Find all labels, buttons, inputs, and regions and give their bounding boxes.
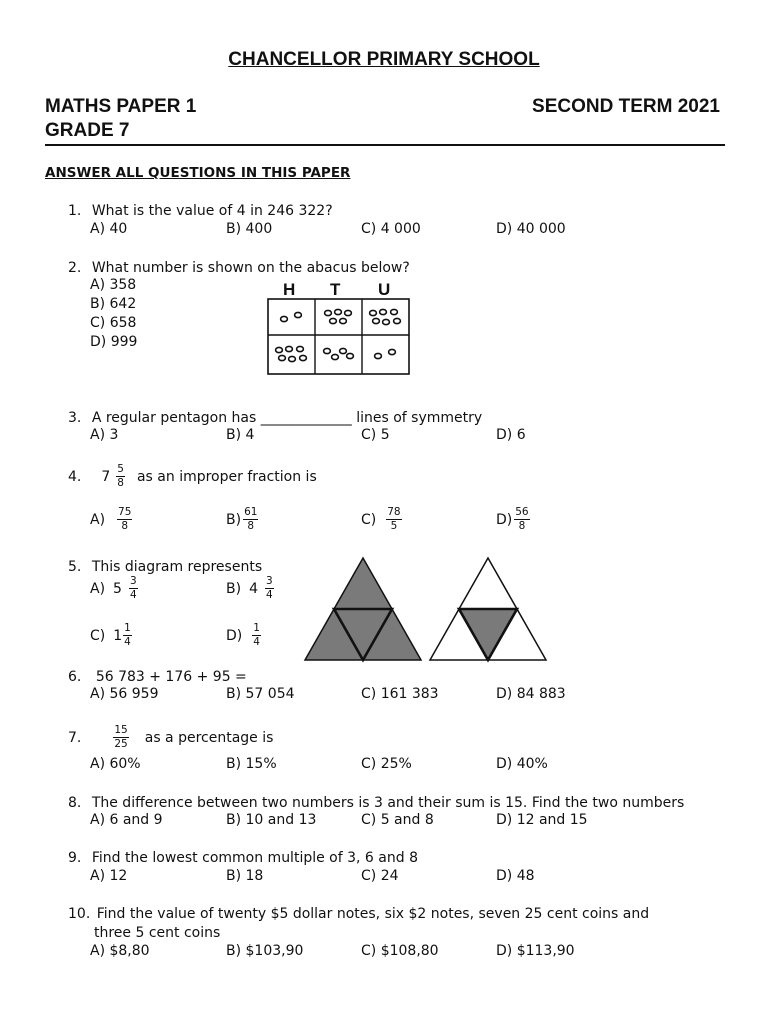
question-text: A regular pentagon has _____________ lines of symmetry	[91, 410, 483, 426]
question-text: as an improper fraction is	[136, 468, 317, 485]
triangle-figure-left	[305, 558, 421, 660]
paper-title: MATHS PAPER 1	[45, 96, 197, 117]
question-text: Find the value of twenty $5 dollar notes, six $2 notes, seven 25 cent coins and	[96, 906, 650, 922]
fraction	[243, 507, 258, 532]
option-d: D) 48	[496, 868, 535, 884]
instruction: ANSWER ALL QUESTIONS IN THIS PAPER	[45, 165, 351, 181]
option-label: A)	[90, 580, 106, 597]
option-a	[90, 507, 132, 532]
option-a: A) 12	[90, 868, 128, 884]
denominator: 8	[121, 520, 129, 532]
abacus-bead	[373, 318, 380, 323]
grade-title: GRADE 7	[45, 120, 130, 141]
option-d	[496, 507, 530, 532]
denominator: 5	[390, 520, 398, 532]
option-a: A) 3	[90, 427, 119, 443]
mixed-whole: 5	[113, 580, 122, 597]
abacus-bead	[340, 348, 347, 353]
option-c	[361, 507, 402, 532]
denominator: 4	[253, 636, 260, 648]
fraction	[514, 507, 529, 532]
option-c: C) 5 and 8	[361, 812, 434, 828]
numerator: 15	[114, 724, 128, 736]
abacus-bead	[276, 347, 283, 352]
question-9	[68, 849, 418, 867]
question-10	[68, 905, 649, 923]
question-text: What number is shown on the abacus below?	[91, 260, 410, 276]
option-label: A)	[90, 511, 106, 528]
numerator: 3	[266, 575, 273, 587]
question-number: 1.	[68, 203, 82, 219]
option-b: B) 642	[90, 296, 137, 312]
question-6	[68, 668, 247, 686]
numerator: 3	[129, 575, 137, 587]
denominator: 4	[129, 589, 137, 601]
abacus-bead	[300, 355, 307, 360]
option-c: C) $108,80	[361, 943, 439, 959]
numerator: 1	[253, 622, 260, 634]
question-text-continued: three 5 cent coins	[94, 925, 221, 941]
option-b	[226, 507, 258, 532]
question-3	[68, 409, 482, 427]
question-number: 7.	[68, 729, 82, 746]
question-number: 9.	[68, 850, 82, 866]
option-b: B) $103,90	[226, 943, 304, 959]
mixed-whole: 4	[249, 580, 258, 597]
option-c: C) 5	[361, 427, 390, 443]
option-a	[90, 576, 138, 601]
abacus-bead	[347, 353, 354, 358]
option-d: D) 84 883	[496, 686, 566, 702]
question-text: as a percentage is	[144, 729, 274, 746]
option-d: D) 40%	[496, 756, 548, 772]
question-number: 6.	[68, 669, 82, 685]
option-label: C)	[361, 511, 377, 528]
option-b: B) 4	[226, 427, 255, 443]
fraction	[116, 464, 125, 489]
abacus-bead	[279, 355, 286, 360]
abacus-bead	[375, 353, 382, 358]
option-label: B)	[226, 511, 242, 528]
abacus-bead	[286, 346, 293, 351]
numerator: 78	[387, 506, 401, 518]
fraction	[386, 507, 401, 532]
option-a: A) 6 and 9	[90, 812, 163, 828]
option-d: D) 6	[496, 427, 526, 443]
denominator: 4	[266, 589, 273, 601]
option-b	[226, 576, 274, 601]
triangle-diagrams	[302, 555, 548, 663]
abacus-bead	[391, 309, 398, 314]
option-c: C) 25%	[361, 756, 412, 772]
abacus-bead	[332, 354, 339, 359]
option-label: B)	[226, 580, 242, 597]
abacus-bead	[380, 309, 387, 314]
question-number: 8.	[68, 795, 82, 811]
question-text: 56 783 + 176 + 95 =	[95, 669, 247, 685]
option-a: A) $8,80	[90, 943, 150, 959]
school-name: CHANCELLOR PRIMARY SCHOOL	[228, 49, 540, 70]
option-b: B) 400	[226, 221, 273, 237]
option-c: C) 4 000	[361, 221, 421, 237]
option-b: B) 10 and 13	[226, 812, 317, 828]
question-number: 10.	[68, 906, 91, 922]
abacus-bead	[295, 312, 302, 317]
option-c: C) 161 383	[361, 686, 439, 702]
fraction	[265, 576, 274, 601]
question-text: This diagram represents	[91, 559, 263, 575]
abacus-bead	[370, 310, 377, 315]
triangle-figure-right	[430, 558, 546, 660]
abacus-bead	[345, 310, 352, 315]
abacus-label-u: U	[378, 280, 391, 299]
abacus-bead	[281, 316, 288, 321]
numerator: 61	[244, 506, 258, 518]
option-label: C)	[90, 627, 106, 644]
abacus-bead	[389, 349, 396, 354]
option-a: A) 60%	[90, 756, 141, 772]
denominator: 8	[117, 477, 124, 489]
abacus-bead	[340, 318, 347, 323]
option-a: A) 358	[90, 277, 137, 293]
header-rule	[45, 144, 725, 146]
question-2	[68, 259, 410, 277]
question-7	[68, 725, 273, 750]
abacus-label-t: T	[330, 280, 341, 299]
numerator: 56	[515, 506, 529, 518]
question-4	[68, 464, 317, 489]
fraction	[129, 576, 138, 601]
option-d	[226, 623, 261, 648]
numerator: 1	[124, 622, 131, 634]
abacus-bead	[297, 346, 304, 351]
question-text: The difference between two numbers is 3 and their sum is 15. Find the two numbers	[91, 795, 685, 811]
abacus-bead	[335, 309, 342, 314]
option-b: B) 57 054	[226, 686, 295, 702]
question-1	[68, 202, 333, 220]
abacus-bead	[383, 319, 390, 324]
option-d: D) 40 000	[496, 221, 566, 237]
option-d: D) 12 and 15	[496, 812, 588, 828]
mixed-whole: 7	[101, 468, 111, 485]
question-text: Find the lowest common multiple of 3, 6 and 8	[91, 850, 418, 866]
option-label: D)	[226, 627, 243, 644]
question-number: 4.	[68, 468, 82, 485]
abacus-bead	[330, 318, 337, 323]
question-number: 2.	[68, 260, 82, 276]
fraction	[123, 623, 132, 648]
option-a: A) 56 959	[90, 686, 159, 702]
option-c: C) 658	[90, 315, 137, 331]
abacus-bead	[394, 318, 401, 323]
fraction	[113, 725, 128, 750]
question-8	[68, 794, 684, 812]
option-c	[90, 623, 132, 648]
abacus-label-h: H	[283, 280, 296, 299]
option-label: D)	[496, 511, 513, 528]
question-number: 5.	[68, 559, 82, 575]
option-b: B) 18	[226, 868, 264, 884]
denominator: 4	[124, 636, 131, 648]
mixed-whole: 1	[113, 627, 123, 644]
denominator: 8	[247, 520, 255, 532]
option-c: C) 24	[361, 868, 399, 884]
option-a: A) 40	[90, 221, 128, 237]
abacus-bead	[325, 310, 332, 315]
option-d: D) $113,90	[496, 943, 575, 959]
denominator: 25	[114, 738, 128, 750]
abacus-bead	[289, 356, 296, 361]
abacus-bead	[324, 348, 331, 353]
question-text: What is the value of 4 in 246 322?	[91, 203, 333, 219]
denominator: 8	[518, 520, 526, 532]
option-d: D) 999	[90, 334, 138, 350]
fraction	[117, 507, 132, 532]
question-5	[68, 558, 262, 576]
option-b: B) 15%	[226, 756, 277, 772]
fraction	[252, 623, 261, 648]
numerator: 75	[118, 506, 132, 518]
question-number: 3.	[68, 410, 82, 426]
abacus-diagram	[267, 298, 411, 376]
numerator: 5	[117, 463, 124, 475]
term-title: SECOND TERM 2021	[532, 96, 720, 117]
